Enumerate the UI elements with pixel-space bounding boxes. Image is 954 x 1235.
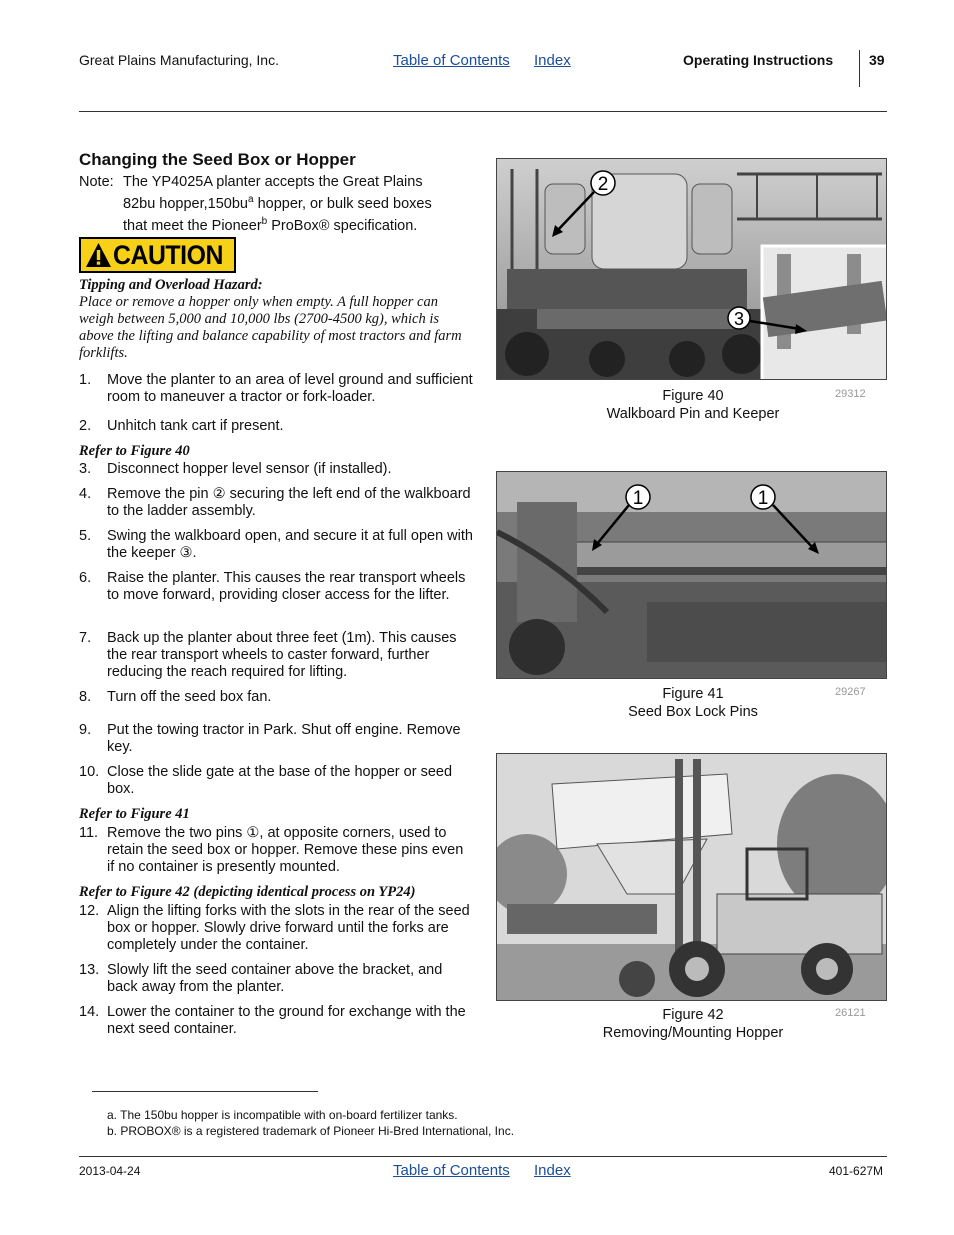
figure-40-callout-3: 3 xyxy=(733,309,745,329)
figure-42-photo xyxy=(496,753,887,1001)
figure-41-callout-1-right: 1 xyxy=(757,488,769,509)
figure-42-number: 26121 xyxy=(835,1007,866,1019)
note-line-2: 82bu $hopper,150bu^a$ hopper, or bulk seed boxes xyxy=(123,194,432,212)
figure-41-photo xyxy=(496,471,887,679)
step-13: 13. Slowly lift the seed container above the bracket, and back away from the planter. xyxy=(79,962,443,995)
figure-41-callout-1-left: 1 xyxy=(632,488,644,509)
step-3: 3. Disconnect hopper level sensor (if installed). xyxy=(79,461,392,477)
figure-40-photo xyxy=(496,158,887,380)
figure-40-number: 29312 xyxy=(835,388,866,400)
hazard-block xyxy=(79,277,474,362)
step-10: 10. Close the slide gate at the base of the hopper or seed box. xyxy=(79,764,453,797)
figure-40-title: Walkboard Pin and Keeper xyxy=(606,406,780,422)
figure-41-illustration xyxy=(497,472,887,679)
footer-date: 2013-04-24 xyxy=(79,1164,141,1178)
warning-triangle-icon xyxy=(85,242,112,268)
refer-figure-42: Refer to Figure 42 (depicting identical process on YP24) xyxy=(79,884,416,900)
figure-40-caption xyxy=(560,387,826,423)
footnote-ref-b: b xyxy=(261,215,268,227)
footer-toc-link[interactable]: Table of Contents xyxy=(393,1162,510,1179)
footer-doc-number: 401-627M xyxy=(829,1164,884,1178)
step-9: 9. Put the towing tractor in Park. Shut off engine. Remove key. xyxy=(79,722,461,755)
step-6: 6. Raise the planter. This causes the rear transport wheels to move forward, providing closer access for the lifter. xyxy=(79,570,466,603)
step-12: 12. Align the lifting forks with the slots in the rear of the seed box or hopper. Slowly drive forward until the forks are completely under the container. xyxy=(79,903,470,953)
footnote-ref-a: a xyxy=(248,194,254,205)
hazard-title: Tipping and Overload Hazard: xyxy=(79,277,263,293)
header-index-link[interactable]: Index xyxy=(534,52,571,69)
step-1: 1. Move the planter to an area of level ground and sufficient room to maneuver a tractor or fork-loader. xyxy=(79,372,473,405)
step-8: 8. Turn off the seed box fan. xyxy=(79,689,272,705)
step-4: 4. Remove the pin ② securing the left end of the walkboard to the ladder assembly. xyxy=(79,486,471,519)
step-5: 5. Swing the walkboard open, and secure it at full open with the keeper ③. xyxy=(79,528,473,561)
figure-42-caption xyxy=(560,1006,826,1042)
figure-41-label: Figure 41 xyxy=(662,686,724,702)
figure-41-caption xyxy=(560,685,826,721)
footnote-a: a. The 150bu hopper is incompatible with on-board fertilizer tanks. xyxy=(107,1108,458,1122)
footer-index-link[interactable]: Index xyxy=(534,1162,571,1179)
figure-42-title: Removing/Mounting Hopper xyxy=(602,1025,784,1041)
figure-42-illustration xyxy=(497,754,887,1001)
figure-40-illustration xyxy=(497,159,887,380)
step-7: 7. Back up the planter about three feet (1m). This causes the rear transport wheels to caster forward, further reducing the reach required for lifting. xyxy=(79,630,457,680)
refer-figure-41: Refer to Figure 41 xyxy=(79,806,190,822)
header-divider xyxy=(859,50,860,87)
figure-42-label: Figure 42 xyxy=(662,1007,724,1023)
footer-rule xyxy=(79,1156,887,1157)
page-number: 39 xyxy=(869,52,885,68)
figure-41-title: Seed Box Lock Pins xyxy=(628,704,758,720)
figure-40-label: Figure 40 xyxy=(662,388,724,404)
footnote-rule xyxy=(92,1091,318,1092)
header-rule xyxy=(79,111,887,112)
caution-label: CAUTION xyxy=(113,240,223,270)
header-section: Operating Instructions xyxy=(683,52,834,68)
section-title: Changing the Seed Box or Hopper xyxy=(79,150,356,169)
header-toc-link[interactable]: Table of Contents xyxy=(393,52,510,69)
header-company: Great Plains Manufacturing, Inc. xyxy=(79,52,279,68)
step-2: 2. Unhitch tank cart if present. xyxy=(79,418,284,434)
caution-banner xyxy=(79,237,236,273)
step-11: 11. Remove the two pins ①, at opposite corners, used to retain the seed box or hopper. Remove these pins even if no container is presently mounted. xyxy=(79,825,464,875)
step-14: 14. Lower the container to the ground for exchange with the next seed container. xyxy=(79,1004,466,1037)
figure-41-number: 29267 xyxy=(835,686,866,698)
hazard-text: Place or remove a hopper only when empty. A full hopper can weigh between 5,000 and 10,000 lbs (2700-4500 kg), which is above the lifting and balance capability of most tractors and farm forklifts. xyxy=(79,294,462,361)
refer-figure-40: Refer to Figure 40 xyxy=(79,443,190,459)
note-line-3: that meet the Pioneer$^b$ ProBox® specification. xyxy=(123,215,418,234)
note-block xyxy=(79,174,474,235)
note-line-1: The YP4025A planter accepts the Great Plains xyxy=(123,174,423,190)
note-label: Note: xyxy=(79,174,114,190)
footnote-b: b. PROBOX® is a registered trademark of Pioneer Hi-Bred International, Inc. xyxy=(107,1124,515,1138)
figure-40-callout-2: 2 xyxy=(597,174,609,195)
